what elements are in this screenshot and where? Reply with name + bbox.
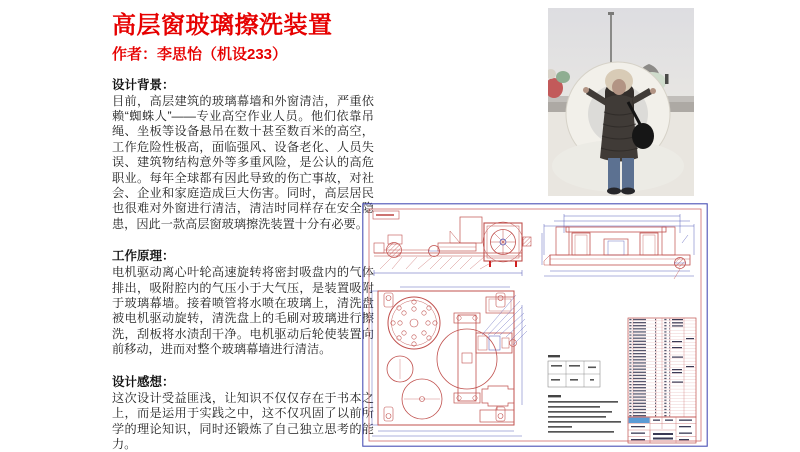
page-title: 高层窗玻璃擦洗装置 [112, 12, 333, 39]
section-working-principle [112, 246, 374, 357]
distant-person [665, 74, 669, 84]
face [612, 79, 626, 95]
title-block [628, 417, 696, 443]
jeans-left [608, 158, 620, 189]
section-design-background [112, 75, 374, 233]
drawing-title-cell [629, 418, 650, 423]
plan-view [370, 287, 527, 436]
technical-notes [548, 355, 621, 433]
left-hand [583, 87, 589, 93]
cad-assembly-drawing [362, 203, 708, 447]
main-disc [437, 329, 497, 389]
motor-bracket [480, 386, 514, 422]
section-body: 这次设计受益匪浅，让知识不仅仅存在于书本之上，而是运用于实践之中，这不仅巩固了以前所学的理论知识，同时还锻炼了自己独立思考的能力。 [112, 390, 374, 451]
side-elevation-view [542, 214, 694, 279]
shoulder-bag [632, 123, 654, 149]
shoe-left [607, 188, 621, 195]
leader-lines [380, 257, 494, 269]
puffer-coat [600, 95, 638, 162]
bom-table [628, 318, 696, 417]
shoe-right [621, 188, 635, 195]
bearing-assembly [476, 333, 517, 353]
section-body: 目前，高层建筑的玻璃幕墙和外窗清洁，严重依赖“蜘蛛人”——专业高空作业人员。他们依靠吊绳、坐板等设备悬吊在数十甚至数百米的高空，工作危险性极高，面临强风、设备老化、人员失误、建筑物结构意外等多重风险，是公认的高危职业。每年全球都有因此导致的伤亡事故，对社会、企业和家庭造成巨大伤害。同时，高层居民也很难对外窗进行清洁，清洁时同样存在安全隐患，因此一款高层窗玻璃擦洗装置十分有必要。 [112, 93, 374, 231]
author-photo [548, 8, 694, 196]
brush-disc [388, 297, 440, 349]
text-column [112, 12, 374, 452]
right-hand [650, 88, 656, 94]
section-heading: 工作原理： [112, 249, 175, 264]
front-elevation-view [374, 217, 531, 276]
section-heading: 设计感想： [112, 374, 175, 389]
author-line: 作者：李思怡（机设233） [112, 45, 288, 63]
section-body: 电机驱动离心叶轮高速旋转将密封吸盘内的气体排出，吸附腔内的气压小于大气压，是装置吸附于玻璃幕墙。接着喷管将水喷在玻璃上，清洗盘被电机驱动旋转，清洗盘上的毛刷对玻璃进行擦洗，刮板将水渍刮干净。电机驱动后轮使装置向前移动，进而对整个玻璃幕墙进行清洁。 [112, 265, 374, 357]
section-design-reflection [112, 372, 374, 452]
section-heading: 设计背景： [112, 77, 175, 92]
jeans-right [622, 158, 634, 189]
